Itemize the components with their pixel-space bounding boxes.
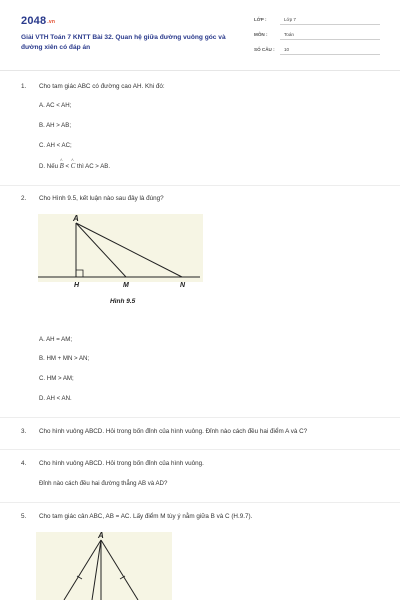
figure-background [38, 214, 203, 282]
document-title: Giải VTH Toán 7 KNTT Bài 32. Quan hệ giữa đường vuông góc và đường xiên có đáp án [21, 34, 226, 51]
figure-9-5 [30, 210, 210, 310]
question-divider [0, 185, 400, 186]
question-number: 1. [21, 83, 27, 90]
angle-relation: < [63, 163, 71, 170]
logo-tld: .vn [47, 19, 56, 25]
logo-text: 2048 [21, 15, 47, 27]
meta-class-key: LỚP : [254, 17, 267, 22]
label-a: A [98, 531, 104, 540]
label-a: A [73, 214, 79, 223]
question-number: 2. [21, 195, 27, 202]
header-divider [0, 70, 400, 71]
label-h: H [74, 282, 80, 289]
question-text: Cho hình vuông ABCD. Hỏi trong bốn đỉnh của hình vuông. [39, 460, 204, 467]
label-m: M [123, 282, 129, 289]
figure-background [36, 532, 172, 600]
meta-count-key: SỐ CÂU : [254, 47, 275, 52]
question-text: Cho hình vuông ABCD. Hỏi trong bốn đỉnh của hình vuông. Đỉnh nào cách đều hai điểm A và C? [39, 428, 308, 435]
question-text: Cho tam giác ABC có đường cao AH. Khi đó: [39, 83, 165, 90]
question-text: Cho Hình 9.5, kết luận nào sau đây là đúng? [39, 195, 164, 202]
question-number: 4. [21, 460, 27, 467]
q1-option-d-suffix: thì AC > AB. [75, 163, 111, 170]
q1-option-c[interactable]: C. AH < AC; [39, 142, 72, 149]
q2-option-d[interactable]: D. AH < AN. [39, 395, 72, 402]
question-text: Cho tam giác cân ABC, AB = AC. Lấy điểm M tùy ý nằm giữa B và C (H.9.7). [39, 513, 253, 520]
meta-count-line [280, 54, 380, 55]
q1-option-a[interactable]: A. AC < AH; [39, 102, 72, 109]
q1-option-d-prefix: D. Nếu [39, 163, 60, 170]
question-divider [0, 449, 400, 450]
meta-subject-value: Toán [284, 32, 294, 37]
meta-count-value: 10 [284, 47, 290, 52]
q2-option-a[interactable]: A. AH = AM; [39, 336, 73, 343]
meta-class-value: Lớp 7 [284, 17, 296, 22]
site-logo[interactable] [21, 15, 55, 27]
q2-option-c[interactable]: C. HM > AM; [39, 375, 74, 382]
question-divider [0, 417, 400, 418]
question-divider [0, 502, 400, 503]
meta-subject-line [280, 39, 380, 40]
meta-subject-key: MÔN : [254, 32, 268, 37]
meta-class-line [280, 24, 380, 25]
q1-option-d[interactable] [39, 163, 110, 170]
figure-9-7 [30, 528, 180, 600]
q2-option-b[interactable]: B. HM + MN > AN; [39, 355, 90, 362]
angle-c: ^ C [71, 163, 76, 170]
question-number: 3. [21, 428, 27, 435]
q4-text-line2: Đỉnh nào cách đều hai đường thẳng AB và AD? [39, 480, 168, 487]
question-number: 5. [21, 513, 27, 520]
label-n: N [180, 282, 186, 289]
figure-caption: Hình 9.5 [110, 298, 136, 305]
q1-option-b[interactable]: B. AH > AB; [39, 122, 72, 129]
angle-b: ^ B [60, 163, 64, 170]
